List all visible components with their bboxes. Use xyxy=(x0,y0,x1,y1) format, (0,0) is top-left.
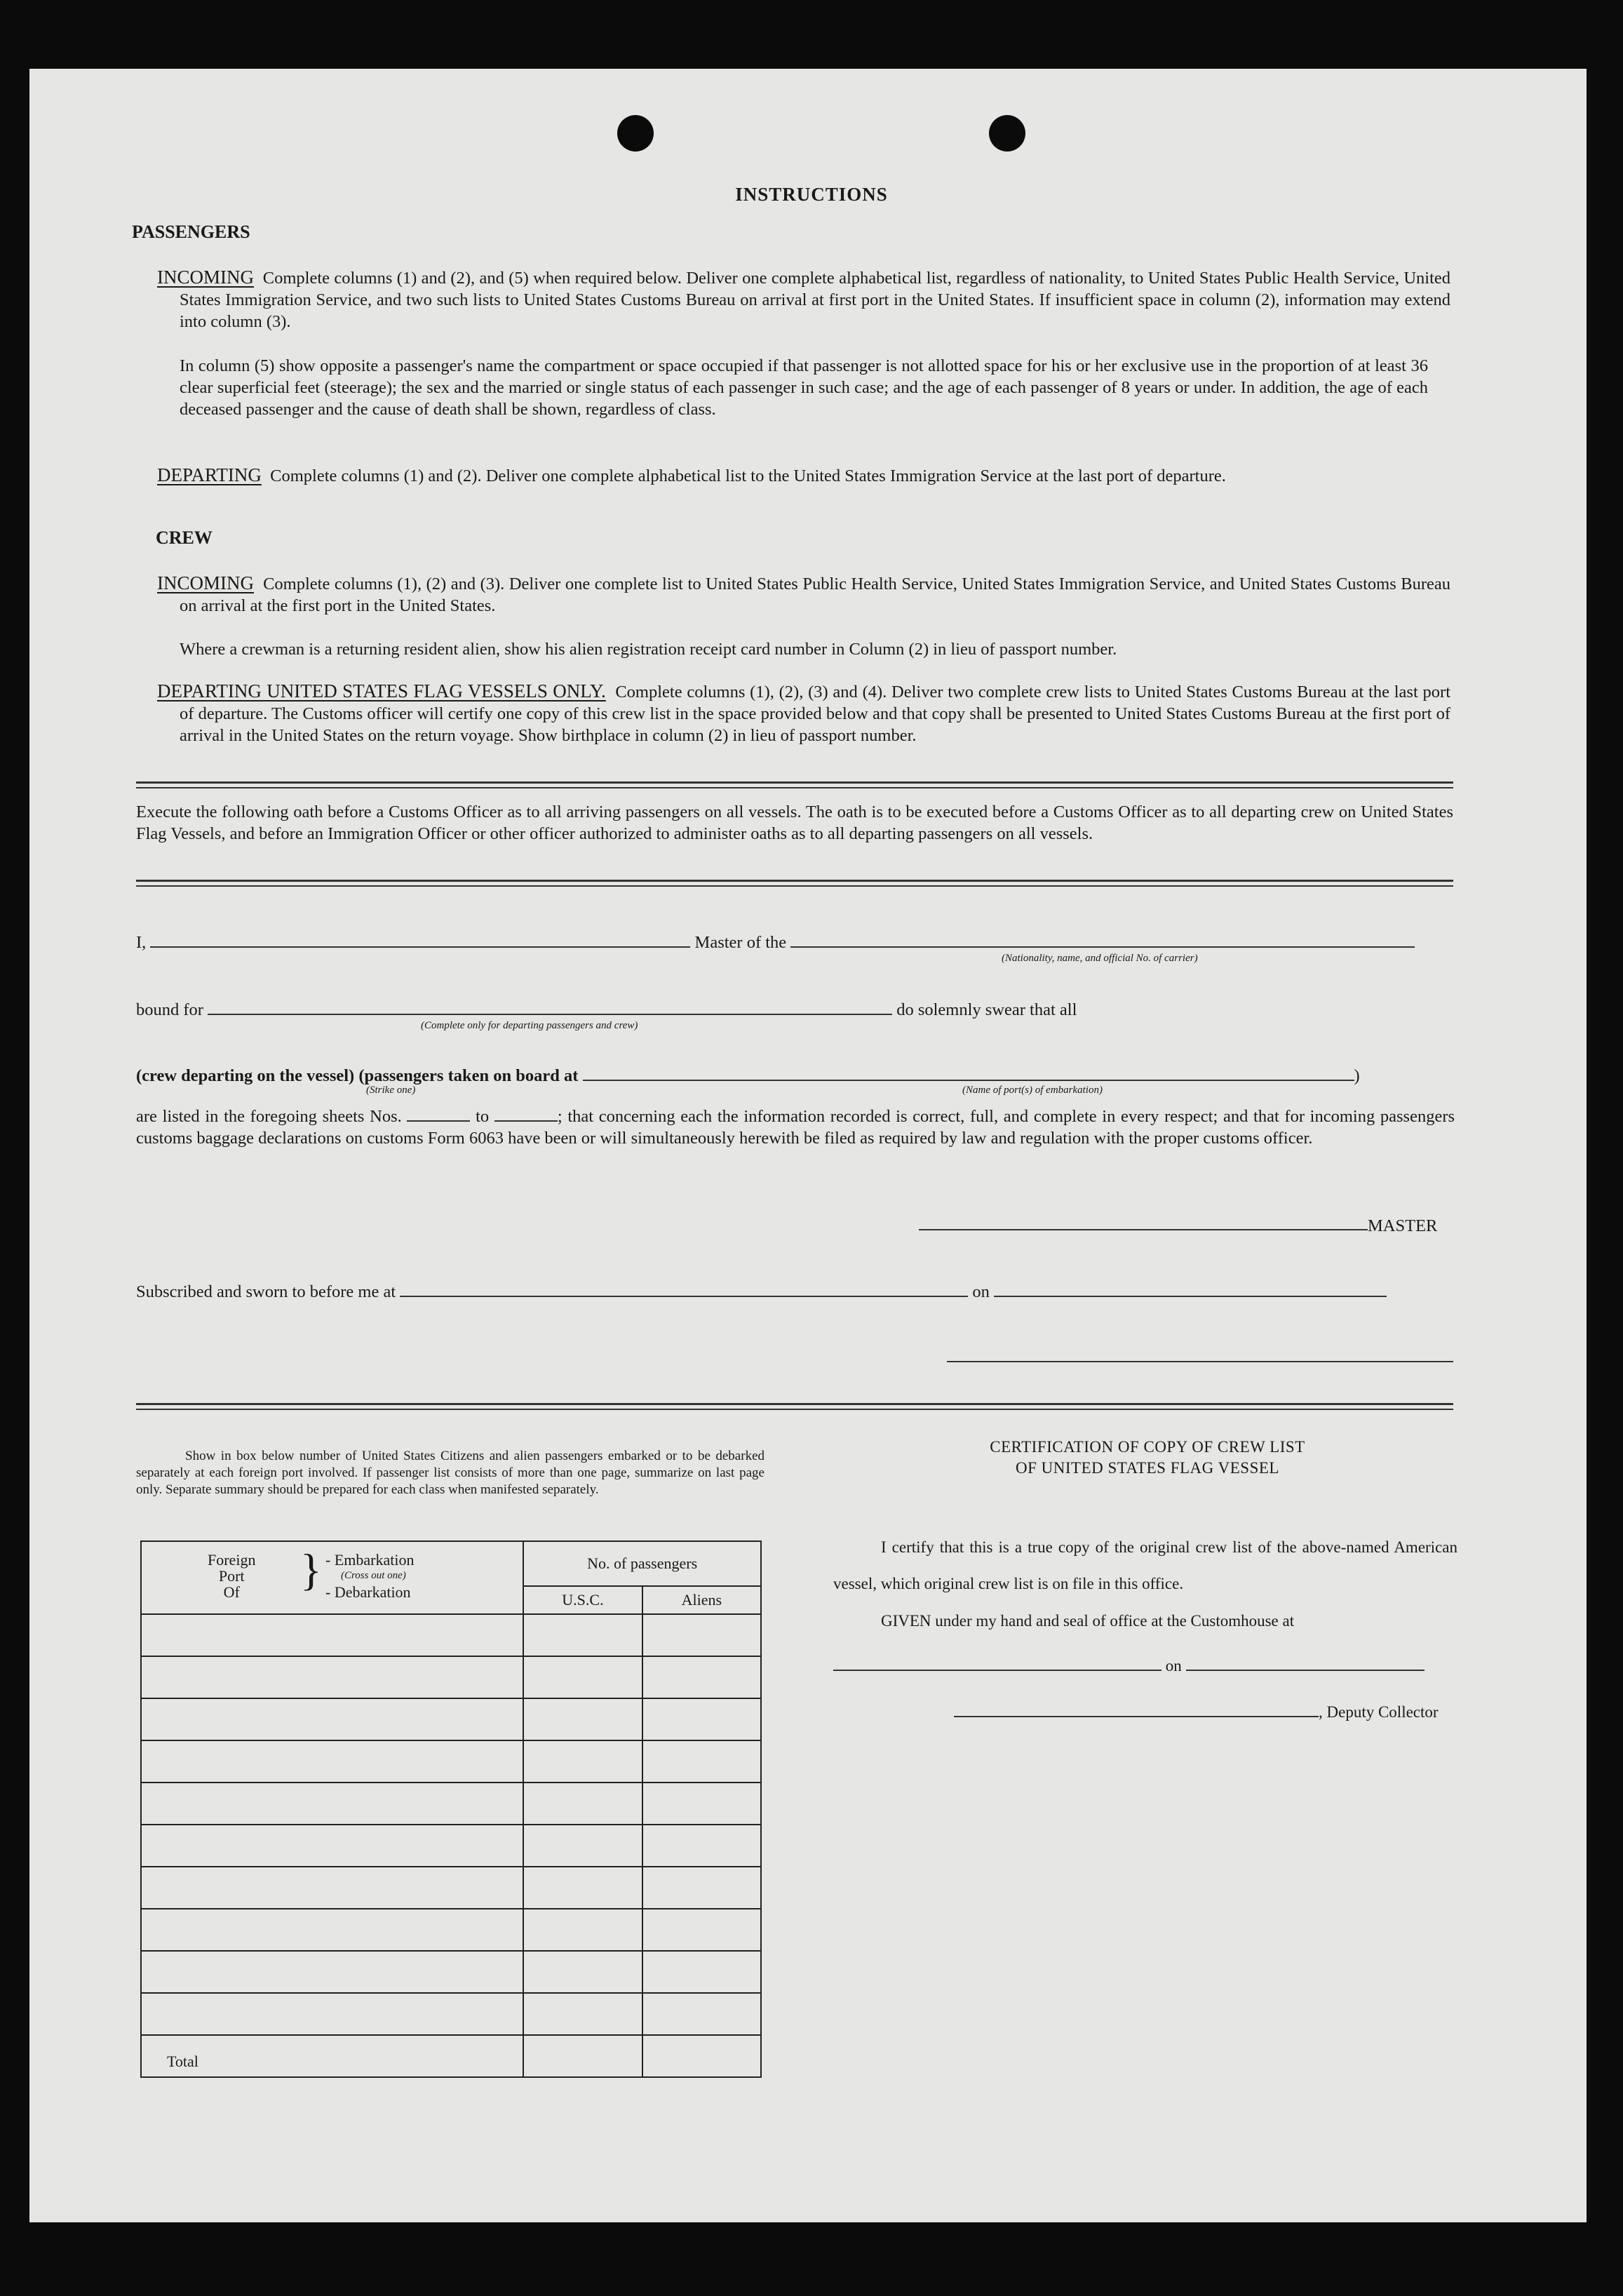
usc-total-cell[interactable] xyxy=(523,2035,642,2077)
crew-incoming-text: Complete columns (1), (2) and (3). Deliver one complete list to United States Public Health Service, United States Immigration Service, and United States Customs Bureau on arrival at the first port in the United States. xyxy=(180,575,1451,615)
passengers-incoming-text: Complete columns (1) and (2), and (5) when required below. Deliver one complete alphabetical list, regardless of nationality, to United States Public Health Service, United States Immigration Service, and two such lists to United States Customs Bureau on arrival at first port in the United States. If insufficient space in column (2), information may extend into column (3). xyxy=(180,269,1450,331)
port-cell[interactable] xyxy=(141,1614,523,1656)
crew-resident: Where a crewman is a returning resident alien, show his alien registration receipt card number in Column (2) in lieu of passport number. xyxy=(180,640,1117,659)
deputy-label: Deputy Collector xyxy=(1326,1703,1439,1721)
oath-bound-for: bound for xyxy=(136,1000,203,1019)
usc-cell[interactable] xyxy=(523,1825,642,1867)
oath-intro: Execute the following oath before a Customs Officer as to all arriving passengers on all vessels. The oath is to be executed before a Customs Officer as to all departing crew on United States Flag Vessels, and before an Immigration Officer or other officer authorized to administer oaths as to all departing passengers on all vessels. xyxy=(136,803,1453,843)
sheet-to-field[interactable] xyxy=(494,1120,558,1122)
usc-cell[interactable] xyxy=(523,1909,642,1951)
bound-caption: (Complete only for departing passengers and crew) xyxy=(421,1020,638,1031)
master-label: MASTER xyxy=(1368,1216,1438,1235)
usc-cell[interactable] xyxy=(523,1656,642,1698)
divider xyxy=(136,880,1453,882)
officer-signature-field[interactable] xyxy=(947,1361,1453,1362)
aliens-cell[interactable] xyxy=(642,1656,761,1698)
divider xyxy=(136,1403,1453,1405)
crew-departing-lead: DEPARTING UNITED STATES FLAG VESSELS ONLY. xyxy=(157,680,606,701)
oath-master-of: Master of the xyxy=(694,933,787,952)
foreign-label: Foreign xyxy=(208,1551,256,1569)
aliens-cell[interactable] xyxy=(642,1740,761,1783)
oath-listed xyxy=(136,1106,1455,1149)
divider xyxy=(136,781,1453,784)
aliens-total-cell[interactable] xyxy=(642,2035,761,2077)
aliens-cell[interactable] xyxy=(642,1867,761,1909)
listed-text-b: ; that concerning each the information recorded is correct, full, and complete in every respect; and that for incoming passengers customs baggage declarations on customs Form 6063 have been or will simultaneously herewith be filed as required by law and regulation with the proper customs officer. xyxy=(136,1107,1455,1148)
oath-crew-departing: (crew departing on the vessel) (passengers taken on board at xyxy=(136,1066,579,1085)
close-paren: ) xyxy=(1354,1066,1360,1085)
aliens-cell[interactable] xyxy=(642,1951,761,1993)
port-cell[interactable] xyxy=(141,1656,523,1698)
foreign-port-header xyxy=(141,1541,523,1614)
port-label: Port xyxy=(218,1567,245,1585)
port-cell[interactable] xyxy=(141,1698,523,1740)
customhouse-field[interactable] xyxy=(833,1670,1161,1671)
port-cell[interactable] xyxy=(141,1825,523,1867)
crew-departing xyxy=(157,680,1450,746)
crew-departing-text: Complete columns (1), (2), (3) and (4). Deliver two complete crew lists to United States Customs Bureau at the last port of departure. The Customs officer will certify one copy of this crew list in the space provided below and that copy shall be presented to United States Customs Bureau at the first port of arrival in the United States on the return voyage. Show birthplace in column (2) in lieu of passport number. xyxy=(180,683,1450,745)
carrier-field[interactable] xyxy=(790,946,1415,948)
certification-statement: I certify that this is a true copy of the original crew list of the above-named American vessel, which original crew list is on file in this office. xyxy=(833,1538,1457,1592)
embark-port-field[interactable] xyxy=(583,1080,1354,1081)
certification-on-label: on xyxy=(1165,1657,1182,1674)
divider xyxy=(136,1409,1453,1410)
oath-swear: do solemnly swear that all xyxy=(896,1000,1077,1019)
aliens-header: Aliens xyxy=(642,1586,761,1614)
passengers-departing-text: Complete columns (1) and (2). Deliver one complete alphabetical list to the United States Immigration Service at the last port of departure. xyxy=(270,466,1226,485)
brace-icon: } xyxy=(300,1545,322,1595)
divider xyxy=(136,885,1453,887)
master-name-field[interactable] xyxy=(150,946,690,948)
crew-incoming-lead: INCOMING xyxy=(157,572,254,593)
port-cell[interactable] xyxy=(141,1909,523,1951)
certification-given: GIVEN under my hand and seal of office at the Customhouse at xyxy=(881,1612,1295,1630)
master-signature-field[interactable] xyxy=(919,1229,1368,1230)
certification-date-field[interactable] xyxy=(1186,1670,1425,1671)
passengers-departing xyxy=(157,464,1450,487)
strike-one-caption: (Strike one) xyxy=(366,1085,416,1096)
crew-heading: CREW xyxy=(156,528,213,548)
usc-cell[interactable] xyxy=(523,1783,642,1825)
aliens-cell[interactable] xyxy=(642,1825,761,1867)
no-passengers-header: No. of passengers xyxy=(523,1541,761,1586)
punch-hole xyxy=(989,115,1025,152)
usc-header: U.S.C. xyxy=(523,1586,642,1614)
listed-text-a: are listed in the foregoing sheets Nos. xyxy=(136,1107,402,1126)
sworn-date-field[interactable] xyxy=(994,1296,1387,1297)
usc-cell[interactable] xyxy=(523,1740,642,1783)
port-cell[interactable] xyxy=(141,1867,523,1909)
oath-embark-line xyxy=(136,1065,1360,1087)
aliens-cell[interactable] xyxy=(642,1909,761,1951)
port-cell[interactable] xyxy=(141,1740,523,1783)
punch-hole xyxy=(617,115,654,152)
crew-incoming xyxy=(157,572,1450,617)
oath-bound-line xyxy=(136,999,1077,1021)
sheet-from-field[interactable] xyxy=(407,1120,470,1122)
total-label: Total xyxy=(141,2035,523,2077)
debarkation-label[interactable]: - Debarkation xyxy=(325,1583,411,1601)
passengers-departing-lead: DEPARTING xyxy=(157,464,262,485)
aliens-cell[interactable] xyxy=(642,1614,761,1656)
ports-caption: (Name of port(s) of embarkation) xyxy=(962,1085,1103,1096)
certification-heading xyxy=(833,1437,1462,1479)
port-cell[interactable] xyxy=(141,1951,523,1993)
aliens-cell[interactable] xyxy=(642,1783,761,1825)
oath-i-label: I, xyxy=(136,933,147,952)
deputy-signature-field[interactable] xyxy=(954,1716,1319,1717)
subscribed-label: Subscribed and sworn to before me at xyxy=(136,1282,396,1301)
port-cell[interactable] xyxy=(141,1783,523,1825)
certification-on-line xyxy=(833,1656,1425,1677)
page-title: INSTRUCTIONS xyxy=(735,184,888,205)
oath-master-line xyxy=(136,932,1455,953)
cross-out-label: (Cross out one) xyxy=(341,1570,406,1581)
embarkation-label[interactable]: - Embarkation xyxy=(325,1551,415,1569)
bound-for-field[interactable] xyxy=(208,1014,892,1015)
passengers-heading: PASSENGERS xyxy=(132,222,250,242)
deputy-line: , Deputy Collector xyxy=(954,1702,1439,1723)
listed-to: to xyxy=(476,1107,490,1126)
sworn-place-field[interactable] xyxy=(400,1296,968,1297)
divider xyxy=(136,787,1453,788)
certification-heading-2: OF UNITED STATES FLAG VESSEL xyxy=(1016,1459,1279,1477)
passengers-incoming xyxy=(157,267,1450,333)
usc-cell[interactable] xyxy=(523,1867,642,1909)
passengers-column5: In column (5) show opposite a passenger's name the compartment or space occupied if that passenger is not allotted space for his or her exclusive use in the proportion of at least 36 clear superficial feet (steerage); the sex and the married or single status of each passenger in such case; and the age of each passenger of 8 years or under. In addition, the age of each deceased passenger and the cause of death shall be shown, regardless of class. xyxy=(180,356,1428,419)
passenger-summary-table xyxy=(140,1540,762,2078)
usc-cell[interactable] xyxy=(523,1614,642,1656)
aliens-cell[interactable] xyxy=(642,1698,761,1740)
certification-heading-1: CERTIFICATION OF COPY OF CREW LIST xyxy=(990,1438,1305,1456)
carrier-caption: (Nationality, name, and official No. of carrier) xyxy=(1002,953,1198,964)
usc-cell[interactable] xyxy=(523,1698,642,1740)
passengers-incoming-lead: INCOMING xyxy=(157,267,254,288)
summary-instructions: Show in box below number of United States Citizens and alien passengers embarked or to be debarked separately at each foreign port involved. If passenger list consists of more than one page, summarize on last page only. Separate summary should be prepared for each class when manifested separately. xyxy=(136,1449,765,1497)
oath-subscribed-line xyxy=(136,1281,1387,1303)
aliens-cell[interactable] xyxy=(642,1993,761,2035)
usc-cell[interactable] xyxy=(523,1951,642,1993)
port-cell[interactable] xyxy=(141,1993,523,2035)
of-label: Of xyxy=(223,1583,240,1601)
subscribed-on-label: on xyxy=(972,1282,990,1301)
usc-cell[interactable] xyxy=(523,1993,642,2035)
